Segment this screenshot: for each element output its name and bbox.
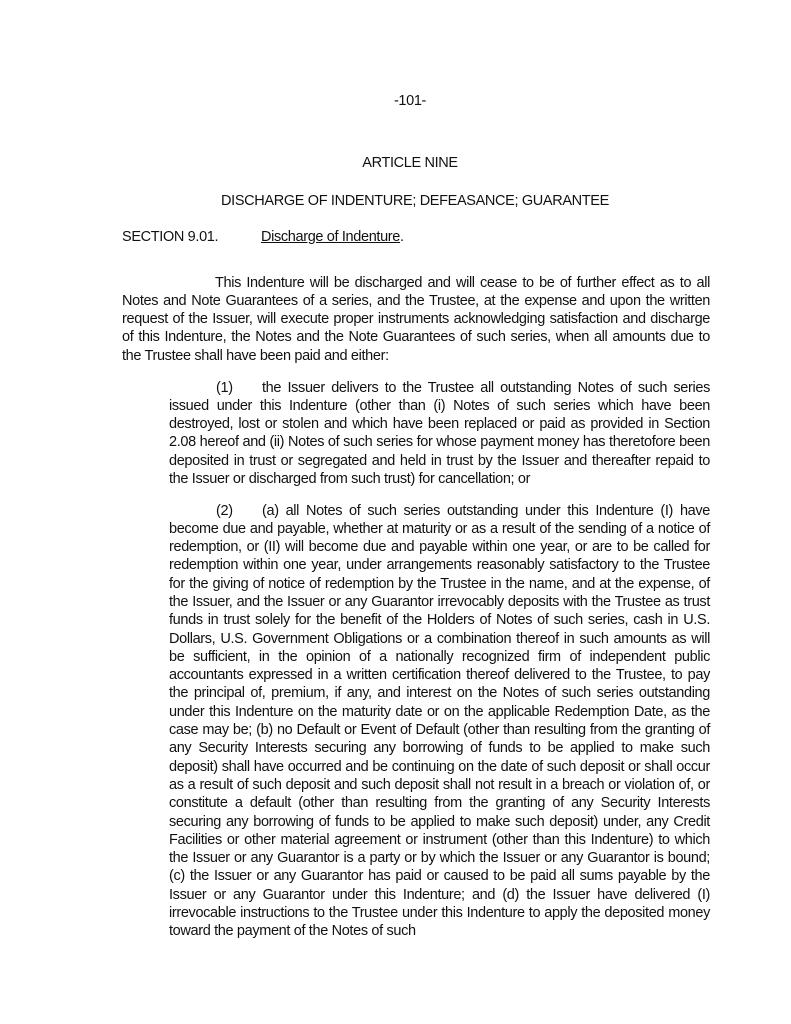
clause-1-number: (1) — [216, 379, 233, 396]
section-heading — [122, 229, 404, 245]
section-number: SECTION 9.01. — [122, 229, 219, 245]
article-subtitle: DISCHARGE OF INDENTURE; DEFEASANCE; GUARANTEE — [221, 193, 609, 209]
section-title: Discharge of Indenture — [261, 229, 400, 245]
page-number: -101- — [393, 93, 427, 109]
clause-2 — [169, 502, 710, 941]
clause-2-number: (2) — [216, 502, 233, 519]
clause-2-text: (a) all Notes of such series outstanding under this Indenture (I) have become due and payable, whether at maturity or as a result of the sending of a notice of redemption, or (II) will become due and payable within one year, or are to be called for redemption within one year, under arrangements reasonably satisfactory to the Trustee for the giving of notice of redemption by the Trustee in the name, and at the expense, of the Issuer, and the Issuer or any Guarantor irrevocably deposits with the Trustee as trust funds in trust solely for the benefit of the Holders of Notes of such series, cash in U.S. Dollars, U.S. Government Obligations or a combination thereof in such amounts as will be sufficient, in the opinion of a nationally recognized firm of independent public accountants expressed in a written certification thereof delivered to the Trustee, to pay the principal of, premium, if any, and interest on the Notes of such series outstanding under this Indenture on the maturity date or on the applicable Redemption Date, as the case may be; (b) no Default or Event of Default (other than resulting from the granting of any Security Interests securing any borrowing of funds to be applied to make such deposit) shall have occurred and be continuing on the date of such deposit or shall occur as a result of such deposit and such deposit shall not result in a breach or violation of, or constitute a default (other than resulting from the granting of any Security Interests securing any borrowing of funds to be applied to make such deposit) under, any Credit Facilities or other material agreement or instrument (other than this Indenture) to which the Issuer or any Guarantor is a party or by which the Issuer or any Guarantor is bound; (c) the Issuer or any Guarantor has paid or caused to be paid all sums payable by the Issuer or any Guarantor under this Indenture; and (d) the Issuer have delivered (I) irrevocable instructions to the Trustee under this Indenture to apply the deposited money toward the payment of the Notes of such — [169, 502, 710, 940]
intro-paragraph: This Indenture will be discharged and will cease to be of further effect as to all Notes and Note Guarantees of a series, and the Trustee, at the expense and upon the written request of the Issuer, will execute proper instruments acknowledging satisfaction and discharge of this Indenture, the Notes and the Note Guarantees of such series, when all amounts due to the Trustee shall have been paid and either: — [122, 274, 710, 364]
article-title: ARTICLE NINE — [362, 155, 458, 171]
section-title-suffix: . — [400, 229, 404, 245]
clause-1 — [169, 379, 710, 489]
clause-1-text: the Issuer delivers to the Trustee all outstanding Notes of such series issued under this Indenture (other than (i) Notes of such series which have been destroyed, lost or stolen and which have been replaced or paid as provided in Section 2.08 hereof and (ii) Notes of such series for whose payment money has theretofore been deposited in trust or segregated and held in trust by the Issuer and thereafter repaid to the Issuer or discharged from such trust) for cancellation; or — [169, 379, 710, 487]
